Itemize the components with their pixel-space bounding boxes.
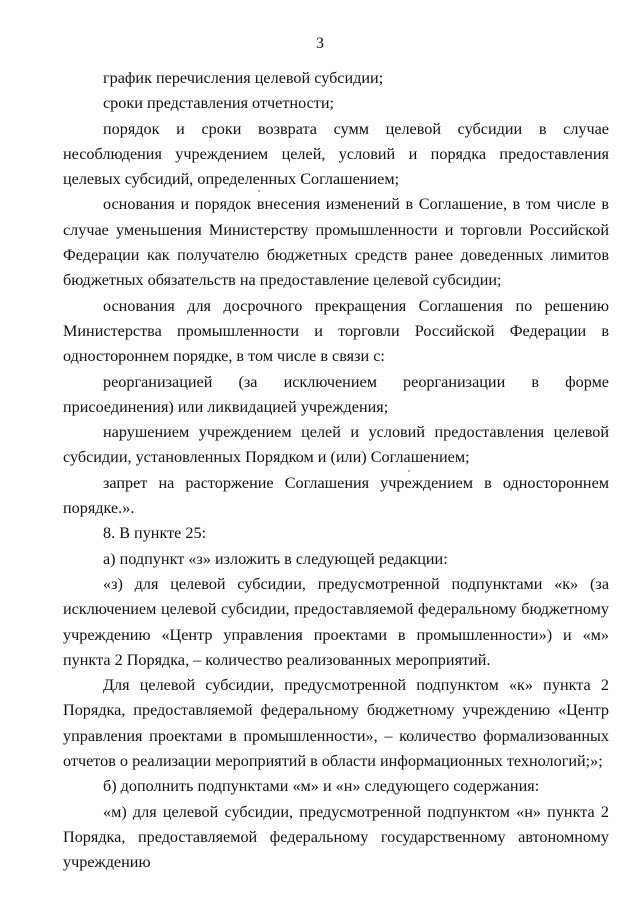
page-number: 3 [316,35,324,52]
paragraph: а) подпункт «з» изложить в следующей редакции: [103,549,448,568]
paragraph: порядок и сроки возврата сумм целевой субсидии в случае несоблюдения учреждением целей, условий и порядка предоставления целевых субсидий, определенных Соглашением; [63,119,609,189]
paragraph: основания и порядок внесения изменений в Соглашение, в том числе в случае уменьшения Министерству промышленности и торговли Российской Федерации как получателю бюджетных средств ранее доведенных лимитов бюджетных обязательств на предоставление целевой субсидии; [63,195,609,290]
paragraph: основания для досрочного прекращения Соглашения по решению Министерства промышленности и торговли Российской Федерации в одностороннем порядке, в том числе в связи с: [63,296,609,366]
paragraph: 8. В пункте 25: [103,524,207,543]
paragraph: сроки представления отчетности; [103,94,334,113]
paragraph: нарушением учреждением целей и условий предоставления целевой субсидии, установленных Порядком и (или) Соглашением; [63,423,609,467]
paragraph: «м) для целевой субсидии, предусмотренной подпунктом «н» пункта 2 Порядка, предоставляемой федеральному государственному автономному учреждению [63,802,609,872]
document-body [63,66,609,876]
paragraph: «з) для целевой субсидии, предусмотренной подпунктами «к» (за исключением целевой субсидии, предоставляемой федеральному бюджетному учреждению «Центр управления проектами в промышленности») и «м» пункта 2 Порядка, – количество реализованных мероприятий. [63,574,609,669]
paragraph: Для целевой субсидии, предусмотренной подпунктом «к» пункта 2 Порядка, предоставляемой федеральному бюджетному учреждению «Центр управления проектами в промышленности», – количество формализованных отчетов о реализации мероприятий в области информационных технологий;»; [63,676,609,771]
paragraph: б) дополнить подпунктами «м» и «н» следующего содержания: [103,777,540,796]
paragraph: график перечисления целевой субсидии; [103,69,384,87]
scan-speck [258,190,260,192]
paragraph: запрет на расторжение Соглашения учреждением в одностороннем порядке.». [63,473,609,518]
paragraph: реорганизацией (за исключением реорганизации в форме присоединения) или ликвидацией учреждения; [63,372,609,416]
scan-speck [408,470,410,472]
